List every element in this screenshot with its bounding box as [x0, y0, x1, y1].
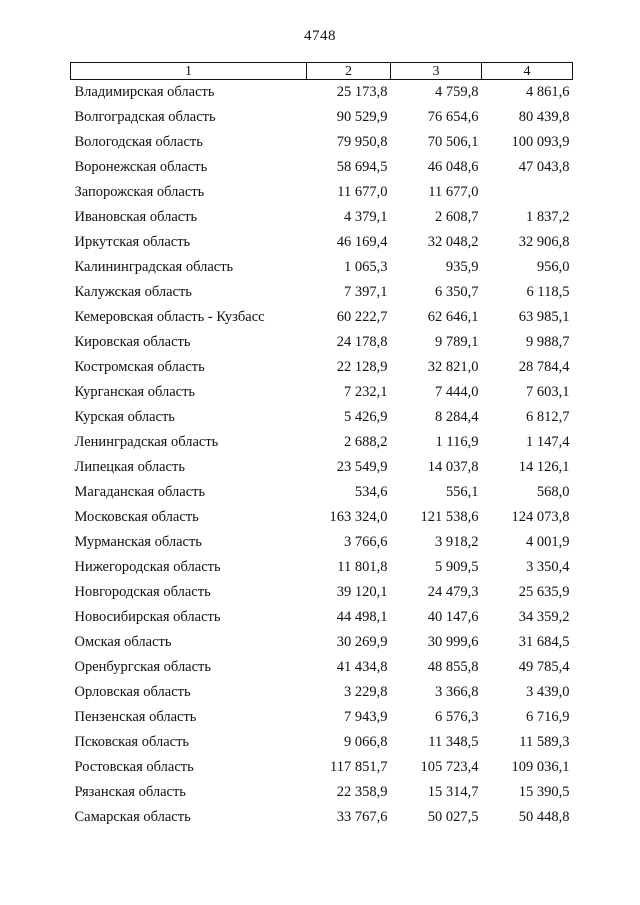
region-name: Магаданская область: [74, 484, 206, 500]
value-col-3: 14 037,8: [427, 459, 479, 475]
value-col-4: 1 147,4: [526, 434, 570, 450]
value-col-3: 121 538,6: [420, 509, 479, 525]
region-name: Липецкая область: [74, 459, 185, 475]
value-col-4: 15 390,5: [518, 784, 570, 800]
value-col-3: 46 048,6: [427, 159, 479, 175]
value-col-3: 15 314,7: [427, 784, 479, 800]
value-col-3: 4 759,8: [435, 84, 479, 100]
value-col-4: 6 812,7: [526, 409, 570, 425]
value-col-4: 4 861,6: [526, 84, 570, 100]
table-row: [71, 405, 573, 430]
value-col-3: 935,9: [445, 259, 479, 275]
value-col-3: 76 654,6: [427, 109, 479, 125]
table-header: [71, 63, 573, 80]
value-col-4: 9 988,7: [526, 334, 570, 350]
value-col-3: 6 576,3: [435, 709, 479, 725]
value-col-4: 63 985,1: [518, 309, 570, 325]
value-col-2: 4 379,1: [344, 209, 388, 225]
region-name: Курская область: [74, 409, 175, 425]
value-col-4: 14 126,1: [518, 459, 570, 475]
region-name: Омская область: [74, 634, 172, 650]
value-col-4: 47 043,8: [518, 159, 570, 175]
value-col-2: 44 498,1: [336, 609, 388, 625]
value-col-4: 11 589,3: [519, 734, 570, 750]
region-name: Калининградская область: [74, 259, 234, 275]
table-row: [71, 630, 573, 655]
table-row: [71, 180, 573, 205]
region-name: Псковская область: [74, 734, 190, 750]
column-header-1: 1: [71, 63, 307, 80]
value-col-2: 23 549,9: [336, 459, 388, 475]
table-row: [71, 780, 573, 805]
table-row: [71, 255, 573, 280]
value-col-4: 4 001,9: [526, 534, 570, 550]
value-col-3: 40 147,6: [427, 609, 479, 625]
table-row: [71, 380, 573, 405]
value-col-4: 50 448,8: [518, 809, 570, 825]
region-name: Орловская область: [74, 684, 191, 700]
value-col-3: 48 855,8: [427, 659, 479, 675]
column-header-3: 3: [391, 63, 482, 80]
value-col-2: 79 950,8: [336, 134, 388, 150]
region-name: Курганская область: [74, 384, 196, 400]
value-col-3: 32 048,2: [427, 234, 479, 250]
table-row: [71, 455, 573, 480]
table-body: [71, 80, 573, 831]
value-col-3: 32 821,0: [427, 359, 479, 375]
region-name: Запорожская область: [74, 184, 205, 200]
region-name: Кемеровская область - Кузбасс: [74, 309, 265, 325]
value-col-2: 3 229,8: [344, 684, 388, 700]
region-name: Оренбургская область: [74, 659, 212, 675]
value-col-2: 41 434,8: [336, 659, 388, 675]
region-name: Рязанская область: [74, 784, 186, 800]
region-name: Мурманская область: [74, 534, 202, 550]
region-name: Владимирская область: [74, 84, 215, 100]
value-col-4: 32 906,8: [518, 234, 570, 250]
value-col-3: 7 444,0: [435, 384, 479, 400]
table-row: [71, 155, 573, 180]
value-col-4: [482, 180, 573, 205]
value-col-4: 1 837,2: [526, 209, 570, 225]
value-col-2: 163 324,0: [329, 509, 388, 525]
value-col-4: 109 036,1: [511, 759, 570, 775]
value-col-3: 62 646,1: [427, 309, 479, 325]
value-col-2: 60 222,7: [336, 309, 388, 325]
region-name: Московская область: [74, 509, 199, 525]
value-col-4: 124 073,8: [511, 509, 570, 525]
value-col-2: 1 065,3: [344, 259, 388, 275]
region-name: Новосибирская область: [74, 609, 221, 625]
value-col-2: 117 851,7: [330, 759, 388, 775]
header-row: [71, 63, 573, 80]
value-col-4: 80 439,8: [518, 109, 570, 125]
value-col-2: 33 767,6: [336, 809, 388, 825]
value-col-3: 105 723,4: [420, 759, 479, 775]
value-col-2: 9 066,8: [344, 734, 388, 750]
value-col-4: 34 359,2: [518, 609, 570, 625]
region-name: Вологодская область: [74, 134, 203, 150]
value-col-3: 24 479,3: [427, 584, 479, 600]
region-name: Калужская область: [74, 284, 192, 300]
value-col-3: 50 027,5: [427, 809, 479, 825]
region-name: Иркутская область: [74, 234, 191, 250]
table-row: [71, 655, 573, 680]
table-row: [71, 555, 573, 580]
region-name: Волгоградская область: [74, 109, 216, 125]
table-row: [71, 605, 573, 630]
value-col-4: 956,0: [536, 259, 570, 275]
table-row: [71, 505, 573, 530]
table-row: [71, 530, 573, 555]
column-header-2: 2: [307, 63, 391, 80]
table-row: [71, 755, 573, 780]
value-col-2: 5 426,9: [344, 409, 388, 425]
value-col-2: 46 169,4: [336, 234, 388, 250]
value-col-2: 39 120,1: [336, 584, 388, 600]
table-row: [71, 480, 573, 505]
region-name: Ростовская область: [74, 759, 194, 775]
table-row: [71, 355, 573, 380]
value-col-2: 22 128,9: [336, 359, 388, 375]
value-col-4: 568,0: [536, 484, 570, 500]
table-row: [71, 305, 573, 330]
value-col-2: 58 694,5: [336, 159, 388, 175]
value-col-2: 11 677,0: [337, 184, 388, 200]
value-col-4: 3 439,0: [526, 684, 570, 700]
value-col-3: 8 284,4: [435, 409, 479, 425]
region-name: Нижегородская область: [74, 559, 221, 575]
value-col-2: 11 801,8: [337, 559, 388, 575]
value-col-3: 1 116,9: [435, 434, 479, 450]
region-name: Новгородская область: [74, 584, 211, 600]
value-col-3: 70 506,1: [427, 134, 479, 150]
value-col-2: 7 232,1: [344, 384, 388, 400]
table-row: [71, 430, 573, 455]
value-col-3: 2 608,7: [435, 209, 479, 225]
page-number: 4748: [304, 28, 336, 44]
column-header-4: 4: [482, 63, 573, 80]
value-col-4: 6 118,5: [526, 284, 570, 300]
region-name: Костромская область: [74, 359, 205, 375]
value-col-3: 6 350,7: [435, 284, 479, 300]
region-name: Кировская область: [74, 334, 191, 350]
value-col-3: 3 918,2: [435, 534, 479, 550]
table-row: [71, 730, 573, 755]
value-col-3: 11 677,0: [428, 184, 479, 200]
value-col-2: 30 269,9: [336, 634, 388, 650]
region-name: Воронежская область: [74, 159, 208, 175]
table-row: [71, 80, 573, 106]
value-col-2: 25 173,8: [336, 84, 388, 100]
value-col-4: 28 784,4: [518, 359, 570, 375]
value-col-3: 5 909,5: [435, 559, 479, 575]
value-col-4: 6 716,9: [526, 709, 570, 725]
value-col-2: 2 688,2: [344, 434, 388, 450]
value-col-2: 7 943,9: [344, 709, 388, 725]
value-col-2: 24 178,8: [336, 334, 388, 350]
value-col-4: 100 093,9: [511, 134, 570, 150]
value-col-3: 3 366,8: [435, 684, 479, 700]
value-col-4: 7 603,1: [526, 384, 570, 400]
table-row: [71, 230, 573, 255]
region-name: Ленинградская область: [74, 434, 219, 450]
value-col-3: 11 348,5: [428, 734, 479, 750]
value-col-2: 7 397,1: [344, 284, 388, 300]
value-col-2: 3 766,6: [344, 534, 388, 550]
value-col-2: 22 358,9: [336, 784, 388, 800]
region-name: Самарская область: [74, 809, 191, 825]
region-name: Пензенская область: [74, 709, 197, 725]
data-table: [70, 62, 573, 830]
table-row: [71, 130, 573, 155]
region-name: Ивановская область: [74, 209, 198, 225]
table-row: [71, 330, 573, 355]
table-row: [71, 280, 573, 305]
value-col-4: 31 684,5: [518, 634, 570, 650]
value-col-2: 534,6: [354, 484, 388, 500]
value-col-2: 90 529,9: [336, 109, 388, 125]
value-col-4: 49 785,4: [518, 659, 570, 675]
value-col-3: 9 789,1: [435, 334, 479, 350]
table-row: [71, 105, 573, 130]
table-row: [71, 705, 573, 730]
table-row: [71, 805, 573, 830]
value-col-3: 30 999,6: [427, 634, 479, 650]
table-row: [71, 680, 573, 705]
table-row: [71, 580, 573, 605]
value-col-4: 3 350,4: [526, 559, 570, 575]
value-col-4: 25 635,9: [518, 584, 570, 600]
table-row: [71, 205, 573, 230]
value-col-3: 556,1: [445, 484, 479, 500]
